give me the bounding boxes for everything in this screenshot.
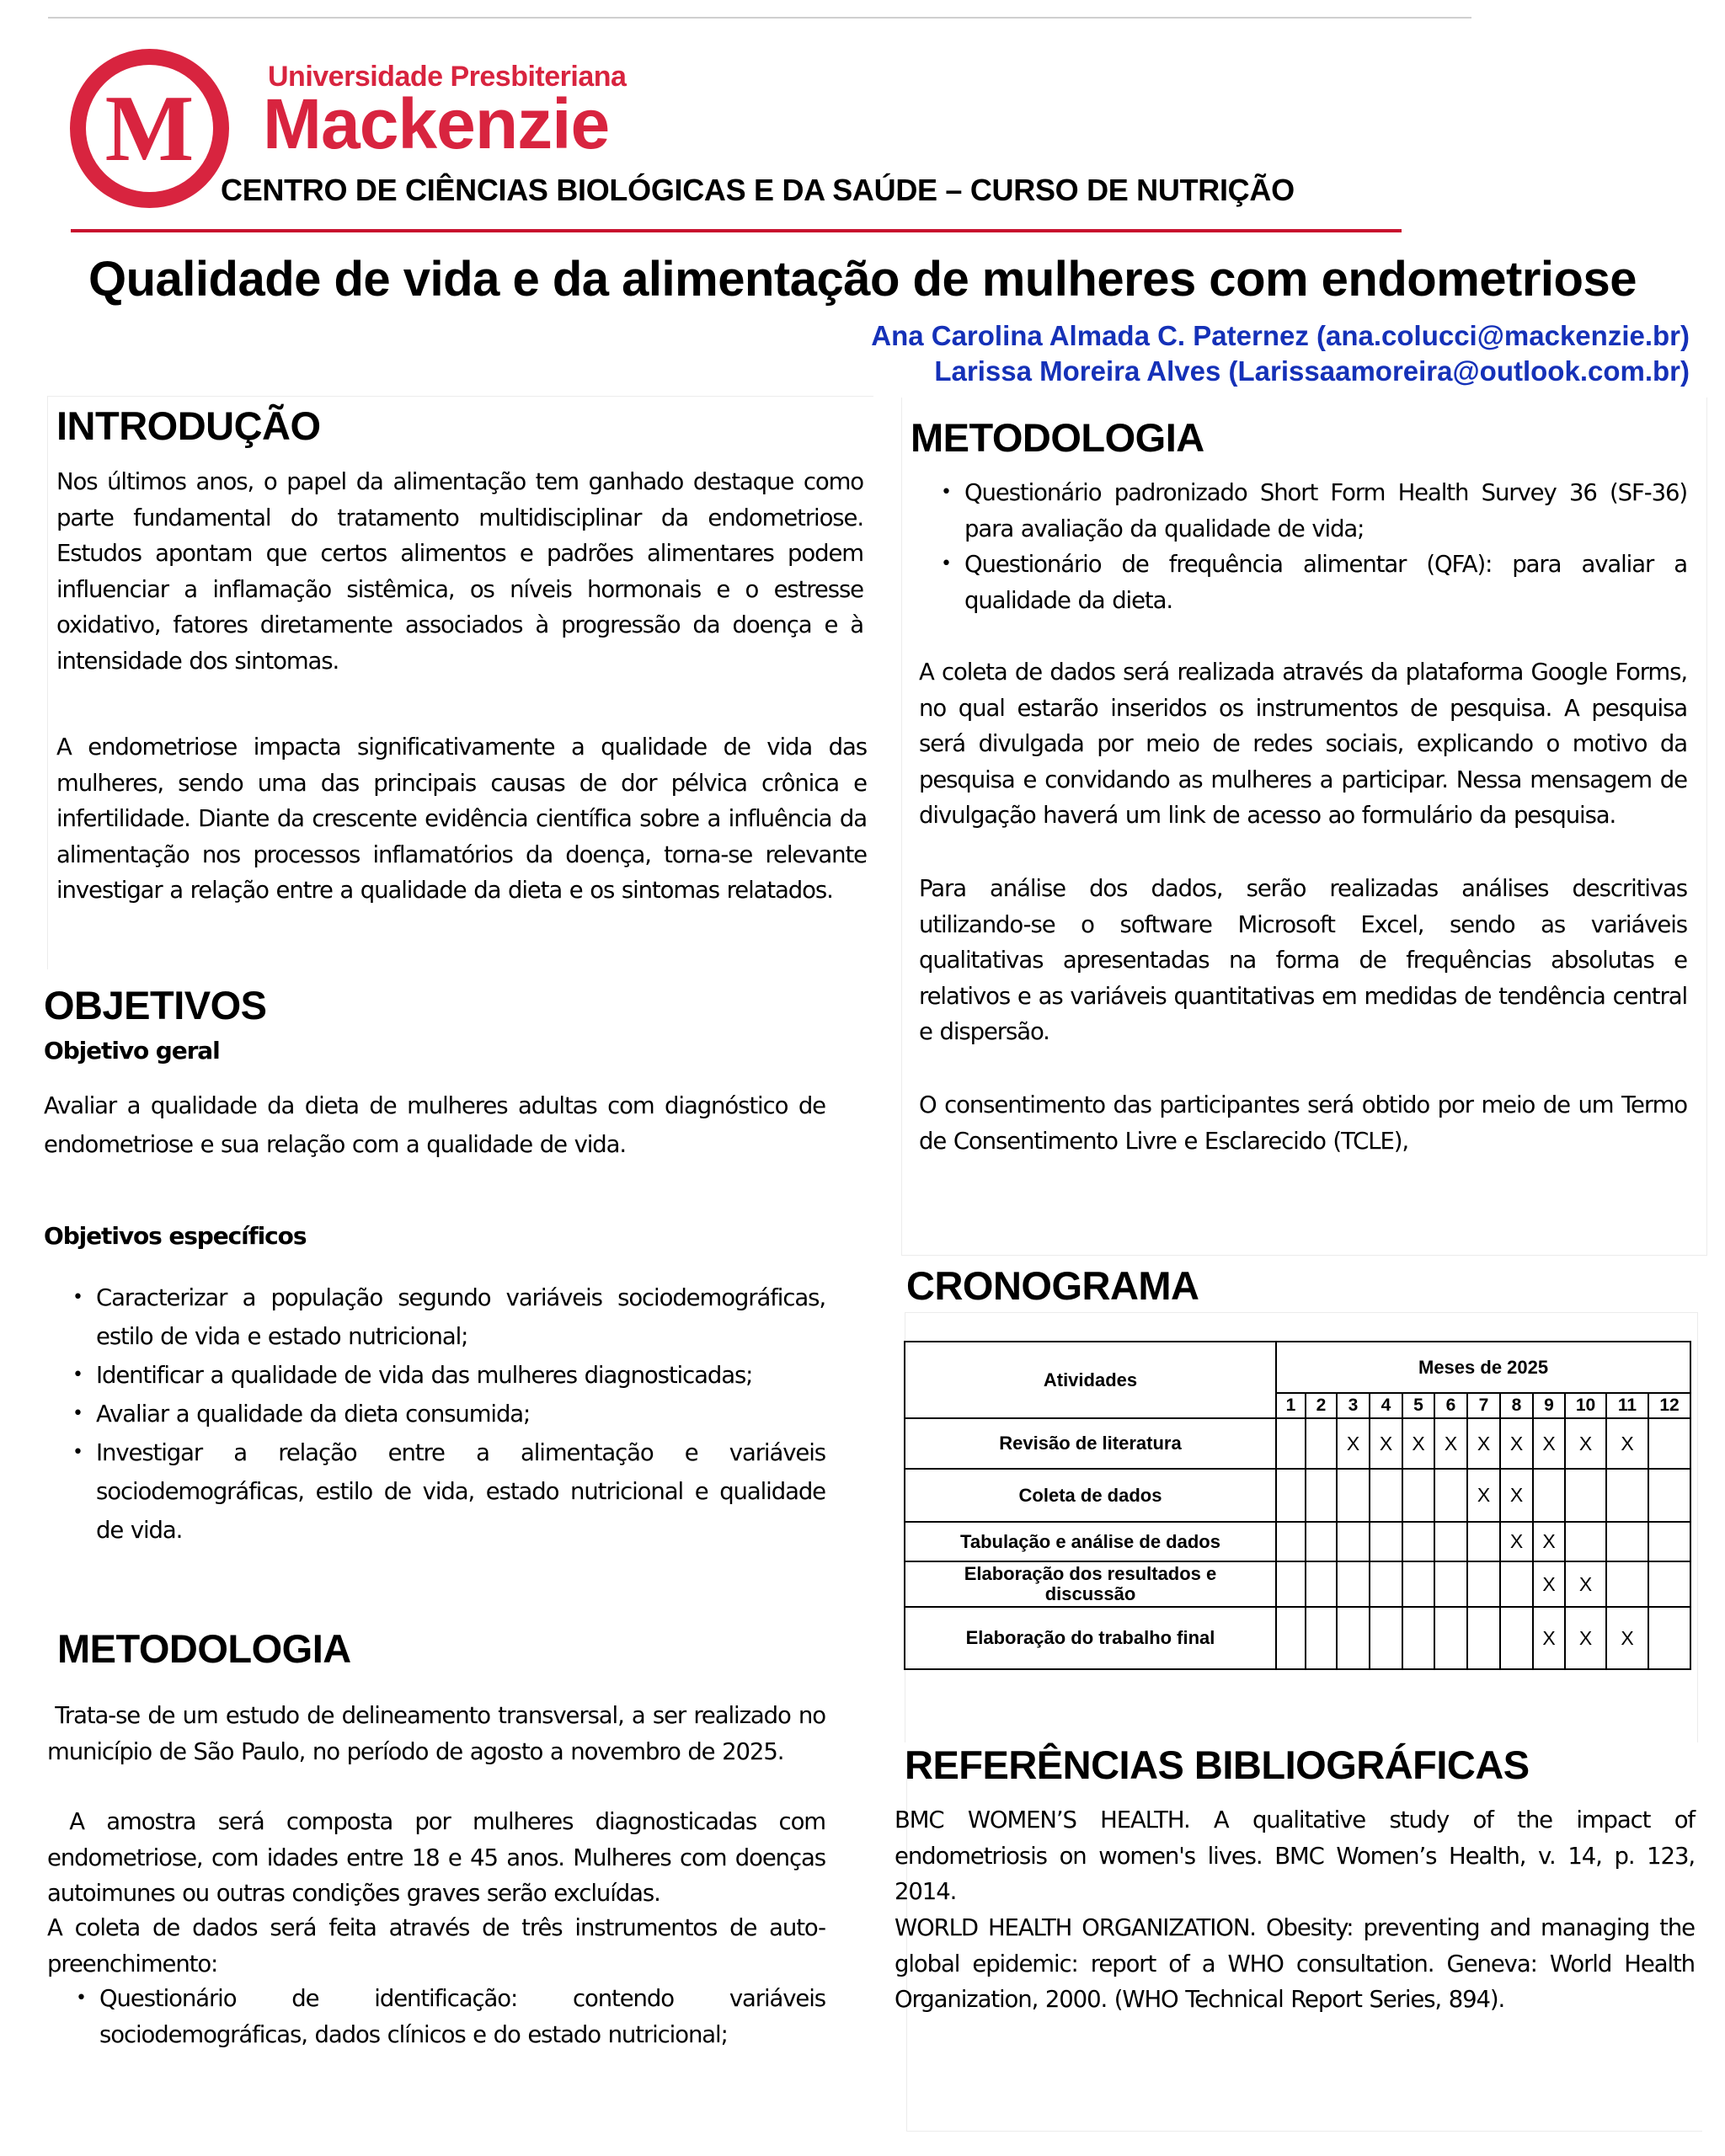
metodologia-right-section <box>901 398 1707 1256</box>
authors-block <box>871 318 1690 389</box>
month-cell <box>1648 1418 1690 1469</box>
author-1: Ana Carolina Almada C. Paternez (ana.colucci@mackenzie.br) <box>871 320 1690 351</box>
metodologia-left-heading: METODOLOGIA <box>57 1626 351 1671</box>
metodologia-right-paragraph-1: A coleta de dados será realizada através da plataforma Google Forms, no qual estarão inseridos os instrumentos de pesquisa. A pesquisa será divulgada por meio de redes sociais, explicando o motivo da pesquisa e convidando as mulheres a participar. Nessa mensagem de divulgação haverá um link de acesso ao formulário da pesquisa. <box>919 659 1687 829</box>
month-cell: X <box>1565 1418 1606 1469</box>
table-row <box>905 1561 1690 1607</box>
month-cell: X <box>1402 1418 1434 1469</box>
author-2: Larissa Moreira Alves (Larissaamoreira@outlook.com.br) <box>934 355 1690 387</box>
month-cell: X <box>1565 1607 1606 1669</box>
metodologia-item: • Questionário de identificação: contendo variáveis sociodemográficas, dados clínicos e do estado nutricional; <box>47 1981 825 2052</box>
col-header-activities: Atividades <box>905 1342 1276 1418</box>
brand-name: Mackenzie <box>263 84 610 163</box>
objetivo-item: • Investigar a relação entre a alimentação e variáveis sociodemográficas, estilo de vida, estado nutricional e qualidade de vida. <box>44 1433 825 1550</box>
month-cell <box>1402 1561 1434 1607</box>
month-header: 4 <box>1370 1393 1402 1418</box>
month-cell <box>1306 1418 1337 1469</box>
introducao-paragraph-2: A endometriose impacta significativamente a qualidade de vida das mulheres, sendo uma das principais causas de dor pélvica crônica e infertilidade. Diante da crescente evidência científica sobre a influência da alimentação nos processos inflamatórios da doença, torna-se relevante investigar a relação entre a qualidade da dieta e os sintomas relatados. <box>56 734 867 904</box>
objetivos-especificos-label: Objetivos específicos <box>44 1222 307 1250</box>
month-cell <box>1648 1522 1690 1561</box>
center-course-line: CENTRO DE CIÊNCIAS BIOLÓGICAS E DA SAÚDE – CURSO DE NUTRIÇÃO <box>221 173 1295 207</box>
month-cell: X <box>1337 1418 1370 1469</box>
svg-text:M: M <box>104 77 195 181</box>
month-cell: X <box>1467 1418 1500 1469</box>
month-cell <box>1306 1607 1337 1669</box>
introducao-paragraph-1: Nos últimos anos, o papel da alimentação tem ganhado destaque como parte fundamental do tratamento multidisciplinar da endometriose. Estudos apontam que certos alimentos e padrões alimentares podem influenciar a inflamação sistêmica, os níveis hormonais e o estresse oxidativo, fatores diretamente associados à progressão da doença e à intensidade dos sintomas. <box>56 468 863 675</box>
table-row <box>905 1418 1690 1469</box>
month-cell <box>1370 1561 1402 1607</box>
introducao-section <box>47 396 873 969</box>
month-cell: X <box>1434 1418 1467 1469</box>
month-cell <box>1606 1561 1648 1607</box>
month-cell: X <box>1370 1418 1402 1469</box>
metodologia-item: • Questionário de frequência alimentar (QFA): para avaliar a qualidade da dieta. <box>912 547 1687 618</box>
month-header: 2 <box>1306 1393 1337 1418</box>
month-cell <box>1276 1418 1306 1469</box>
objetivo-item: • Caracterizar a população segundo variáveis sociodemográficas, estilo de vida e estado nutricional; <box>44 1278 825 1356</box>
month-cell <box>1500 1607 1533 1669</box>
month-cell <box>1306 1469 1337 1522</box>
activity-cell: Coleta de dados <box>905 1469 1276 1522</box>
month-cell <box>1337 1561 1370 1607</box>
header-red-rule <box>71 229 1402 232</box>
month-cell <box>1402 1469 1434 1522</box>
table-row <box>905 1607 1690 1669</box>
month-cell: X <box>1500 1522 1533 1561</box>
mackenzie-logo-icon <box>67 46 232 211</box>
metodologia-item: • Questionário padronizado Short Form Health Survey 36 (SF-36) para avaliação da qualidade de vida; <box>912 475 1687 547</box>
metodologia-right-heading: METODOLOGIA <box>911 415 1204 460</box>
activity-cell: Elaboração dos resultados e discussão <box>905 1561 1276 1607</box>
month-cell <box>1337 1607 1370 1669</box>
month-cell <box>1467 1561 1500 1607</box>
month-cell: X <box>1533 1561 1565 1607</box>
month-cell <box>1565 1522 1606 1561</box>
month-cell <box>1337 1522 1370 1561</box>
metodologia-right-paragraph-2: Para análise dos dados, serão realizadas análises descritivas utilizando-se o software Microsoft Excel, sendo as variáveis qualitativas apresentadas na forma de frequências absolutas e relativos e as variáveis quantitativas em medidas de tendência central e dispersão. <box>919 875 1687 1045</box>
month-cell: X <box>1565 1561 1606 1607</box>
month-header: 11 <box>1606 1393 1648 1418</box>
month-cell: X <box>1533 1418 1565 1469</box>
objetivos-heading: OBJETIVOS <box>44 983 267 1027</box>
month-header: 5 <box>1402 1393 1434 1418</box>
month-header: 9 <box>1533 1393 1565 1418</box>
month-cell <box>1500 1561 1533 1607</box>
introducao-heading: INTRODUÇÃO <box>56 403 321 448</box>
month-cell <box>1648 1469 1690 1522</box>
top-divider <box>48 17 1471 19</box>
month-cell <box>1565 1469 1606 1522</box>
col-header-months: Meses de 2025 <box>1276 1342 1690 1393</box>
referencia-item-1: BMC WOMEN’S HEALTH. A qualitative study of the impact of endometriosis on women's lives. BMC Women’s Health, v. 14, p. 123, 2014. <box>895 1806 1695 1905</box>
activity-cell: Revisão de literatura <box>905 1418 1276 1469</box>
activity-cell: Tabulação e análise de dados <box>905 1522 1276 1561</box>
metodologia-left-paragraph-2: A amostra será composta por mulheres diagnosticadas com endometriose, com idades entre 18 e 45 anos. Mulheres com doenças autoimunes ou outras condições graves serão excluídas. <box>47 1808 833 1907</box>
month-cell: X <box>1500 1469 1533 1522</box>
month-cell <box>1402 1522 1434 1561</box>
objetivo-item: • Avaliar a qualidade da dieta consumida; <box>44 1395 825 1433</box>
month-header: 3 <box>1337 1393 1370 1418</box>
month-cell <box>1434 1561 1467 1607</box>
month-cell <box>1337 1469 1370 1522</box>
table-row <box>905 1469 1690 1522</box>
month-cell <box>1434 1607 1467 1669</box>
objetivo-geral-text: Avaliar a qualidade da dieta de mulheres adultas com diagnóstico de endometriose e sua relação com a qualidade de vida. <box>44 1092 825 1158</box>
month-cell: X <box>1533 1522 1565 1561</box>
month-cell <box>1606 1469 1648 1522</box>
month-cell <box>1276 1522 1306 1561</box>
cronograma-table <box>904 1341 1691 1670</box>
objetivo-item: • Identificar a qualidade de vida das mulheres diagnosticadas; <box>44 1356 825 1395</box>
month-cell: X <box>1467 1469 1500 1522</box>
month-header: 10 <box>1565 1393 1606 1418</box>
metodologia-left-paragraph-3: A coleta de dados será feita através de três instrumentos de auto-preenchimento: <box>47 1914 825 1977</box>
month-header: 1 <box>1276 1393 1306 1418</box>
month-cell <box>1306 1522 1337 1561</box>
objetivo-geral-label: Objetivo geral <box>44 1037 220 1065</box>
referencia-item-2: WORLD HEALTH ORGANIZATION. Obesity: preventing and managing the global epidemic: report of a WHO consultation. Geneva: World Health Organization, 2000. (WHO Technical Report Series, 894). <box>895 1914 1695 2013</box>
metodologia-right-paragraph-3: O consentimento das participantes será obtido por meio de um Termo de Consentimento Livre e Esclarecido (TCLE), <box>919 1091 1687 1155</box>
poster-title: Qualidade de vida e da alimentação de mulheres com endometriose <box>88 252 1637 307</box>
month-cell <box>1306 1561 1337 1607</box>
metodologia-left-paragraph-1: Trata-se de um estudo de delineamento transversal, a ser realizado no município de São Paulo, no período de agosto a novembro de 2025. <box>47 1702 833 1765</box>
month-cell <box>1276 1607 1306 1669</box>
month-header: 8 <box>1500 1393 1533 1418</box>
month-cell <box>1467 1607 1500 1669</box>
month-cell <box>1370 1607 1402 1669</box>
referencias-heading: REFERÊNCIAS BIBLIOGRÁFICAS <box>905 1742 1530 1787</box>
month-cell <box>1434 1469 1467 1522</box>
month-cell: X <box>1606 1607 1648 1669</box>
table-row <box>905 1522 1690 1561</box>
month-header: 6 <box>1434 1393 1467 1418</box>
month-cell <box>1276 1469 1306 1522</box>
month-cell <box>1402 1607 1434 1669</box>
month-header: 7 <box>1467 1393 1500 1418</box>
month-header: 12 <box>1648 1393 1690 1418</box>
university-name: Universidade Presbiteriana <box>268 61 627 93</box>
month-cell: X <box>1606 1418 1648 1469</box>
metodologia-right-list <box>912 475 1687 618</box>
month-cell <box>1648 1561 1690 1607</box>
month-cell <box>1606 1522 1648 1561</box>
month-cell <box>1276 1561 1306 1607</box>
month-cell: X <box>1500 1418 1533 1469</box>
month-cell <box>1467 1522 1500 1561</box>
metodologia-left-list <box>47 1981 825 2052</box>
activity-cell: Elaboração do trabalho final <box>905 1607 1276 1669</box>
month-cell <box>1434 1522 1467 1561</box>
month-cell <box>1370 1522 1402 1561</box>
cronograma-heading: CRONOGRAMA <box>906 1263 1199 1308</box>
month-cell <box>1533 1469 1565 1522</box>
month-cell <box>1648 1607 1690 1669</box>
month-cell: X <box>1533 1607 1565 1669</box>
objetivos-especificos-list <box>44 1278 825 1550</box>
month-cell <box>1370 1469 1402 1522</box>
